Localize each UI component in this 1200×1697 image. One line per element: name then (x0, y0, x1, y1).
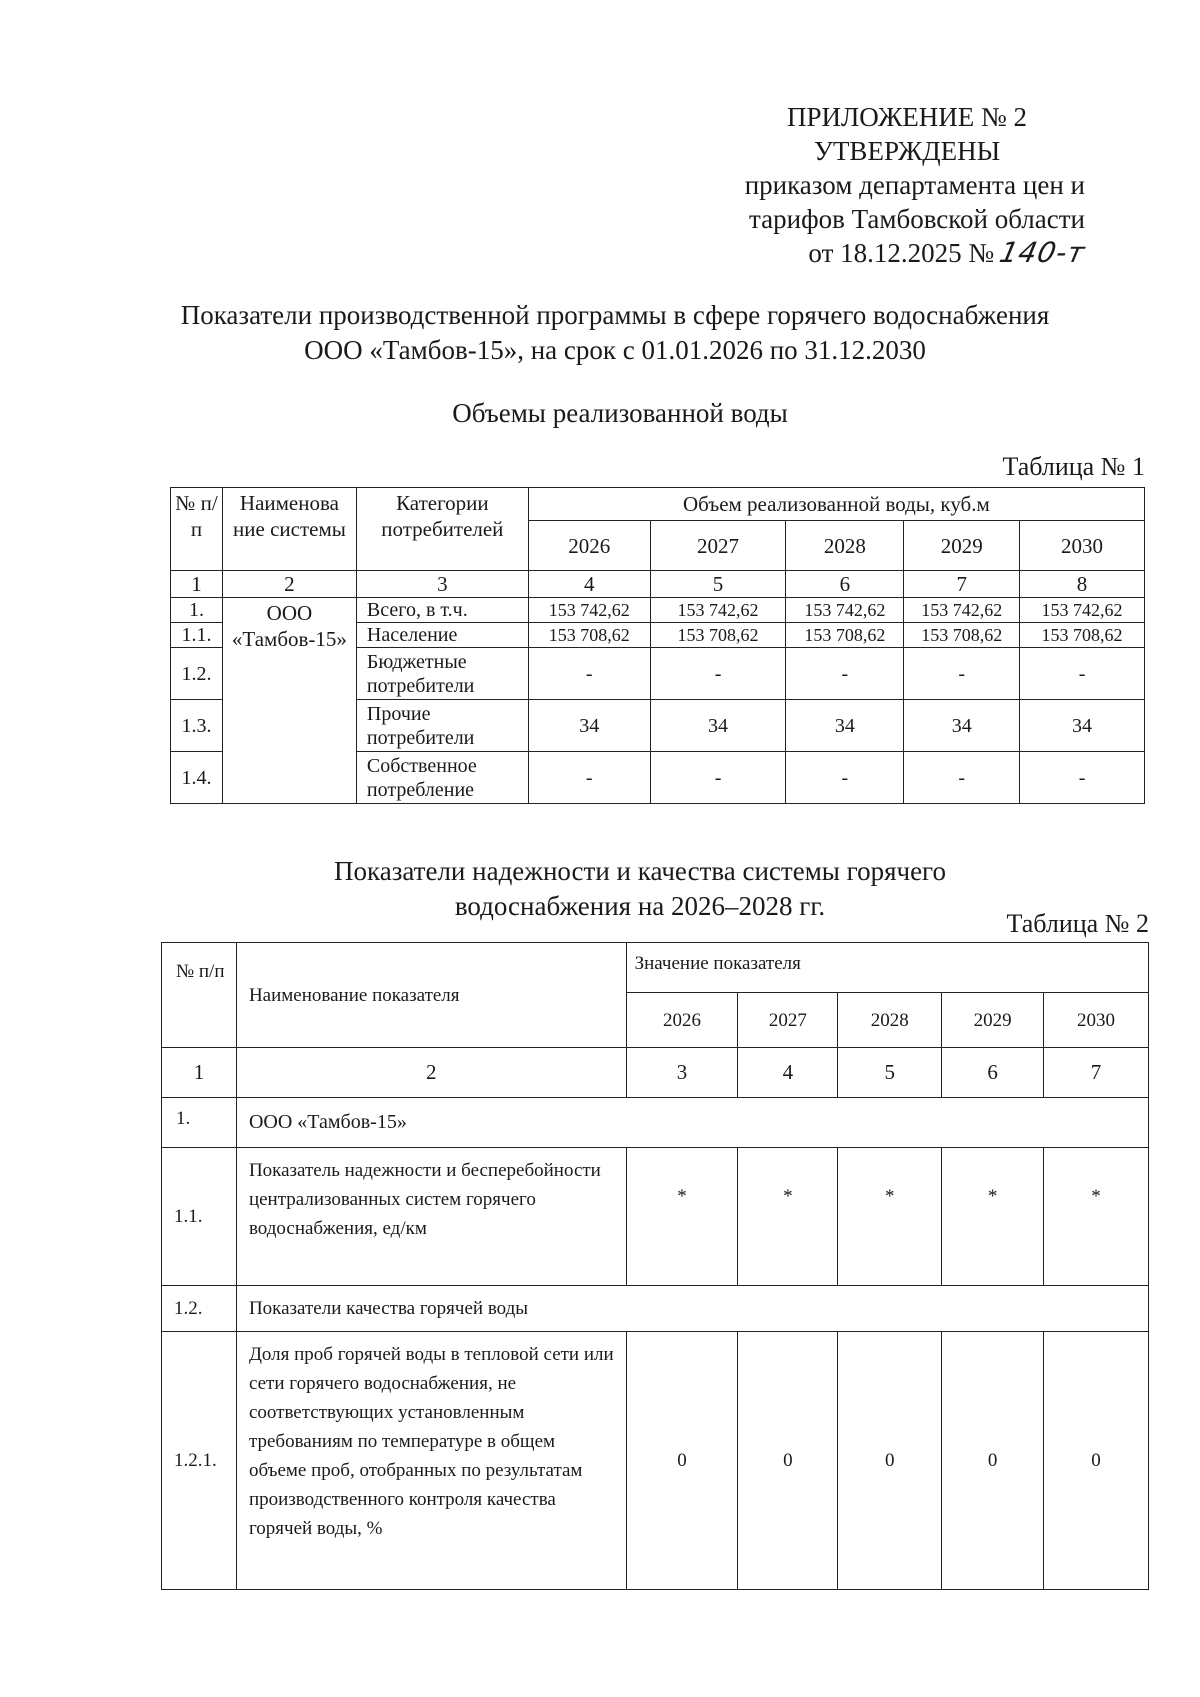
header-indicator-value: Значение показателя (626, 943, 1148, 993)
document-title (150, 298, 1080, 368)
header-year: 2027 (738, 993, 838, 1048)
row-number: 1.3. (171, 700, 223, 752)
indicator-value: 0 (838, 1332, 942, 1590)
header-category: Категории потребителей (356, 488, 528, 571)
row-number: 1.2. (162, 1286, 237, 1332)
consumer-category: Бюджетные потребители (356, 648, 528, 700)
row-number: 1. (171, 598, 223, 623)
indicator-value: * (1044, 1148, 1149, 1286)
table-1-label: Таблица № 1 (1002, 452, 1145, 481)
column-number: 6 (786, 571, 904, 598)
volume-value: 34 (904, 700, 1020, 752)
table-row (171, 598, 1145, 623)
header-num: № п/п (162, 943, 237, 1048)
organization-name: ООО «Тамбов-15» (236, 1098, 1148, 1148)
order-line-1: приказом департамента цен и (744, 170, 1085, 200)
header-volume: Объем реализованной воды, куб.м (528, 488, 1144, 521)
volume-value: 153 708,62 (1020, 623, 1145, 648)
column-number: 2 (222, 571, 356, 598)
volume-value: - (650, 752, 786, 804)
approved-label: УТВЕРЖДЕНЫ (813, 136, 1001, 166)
row-number: 1.1. (162, 1148, 237, 1286)
column-number: 1 (171, 571, 223, 598)
volume-value: - (786, 752, 904, 804)
indicator-group-name: Показатели качества горячей воды (236, 1286, 1148, 1332)
volume-value: 153 742,62 (904, 598, 1020, 623)
column-number: 3 (356, 571, 528, 598)
column-number: 7 (904, 571, 1020, 598)
indicator-value: 0 (738, 1332, 838, 1590)
header-year: 2028 (838, 993, 942, 1048)
header-year: 2026 (528, 521, 650, 571)
section-2-title-line-1: Показатели надежности и качества системы горячего (334, 856, 946, 886)
volume-value: 34 (1020, 700, 1145, 752)
volume-value: 34 (528, 700, 650, 752)
header-year: 2027 (650, 521, 786, 571)
column-number: 4 (528, 571, 650, 598)
header-num: № п/п (171, 488, 223, 571)
header-system: Наименова ние системы (222, 488, 356, 571)
volume-value: 34 (786, 700, 904, 752)
row-number: 1.4. (171, 752, 223, 804)
header-indicator-name: Наименование показателя (236, 943, 626, 1048)
handwritten-order-number: 140-т (996, 236, 1089, 269)
volume-value: 153 708,62 (650, 623, 786, 648)
row-number: 1.2. (171, 648, 223, 700)
volume-value: 34 (650, 700, 786, 752)
table-row (162, 1098, 1149, 1148)
indicator-value: 0 (942, 1332, 1044, 1590)
table-row (162, 1148, 1149, 1286)
indicator-name: Показатель надежности и бесперебойности централизованных систем горячего водоснабжения, ед/км (236, 1148, 626, 1286)
column-number: 5 (650, 571, 786, 598)
volume-value: - (904, 648, 1020, 700)
section-2-title-line-2: водоснабжения на 2026–2028 гг. (454, 891, 826, 921)
volume-value: 153 742,62 (650, 598, 786, 623)
indicator-value: * (942, 1148, 1044, 1286)
row-number: 1.1. (171, 623, 223, 648)
table-1-header-row-1 (171, 488, 1145, 521)
column-number: 8 (1020, 571, 1145, 598)
volume-value: 153 708,62 (904, 623, 1020, 648)
header-year: 2030 (1020, 521, 1145, 571)
column-number: 3 (626, 1048, 738, 1098)
indicator-value: 0 (626, 1332, 738, 1590)
volume-value: 153 708,62 (528, 623, 650, 648)
order-date-line (700, 236, 1089, 270)
volume-value: 153 708,62 (786, 623, 904, 648)
table-row (162, 1286, 1149, 1332)
volume-value: 153 742,62 (786, 598, 904, 623)
row-number: 1.2.1. (162, 1332, 237, 1590)
indicator-value: * (626, 1148, 738, 1286)
table-2-header-row-1 (162, 943, 1149, 993)
table-2-label: Таблица № 2 (1006, 909, 1149, 938)
order-line-2: тарифов Тамбовской области (749, 204, 1085, 234)
column-number: 2 (236, 1048, 626, 1098)
table-2-column-numbers (162, 1048, 1149, 1098)
volume-value: - (528, 752, 650, 804)
order-date: от 18.12.2025 № (808, 238, 995, 268)
row-number: 1. (162, 1098, 237, 1148)
column-number: 6 (942, 1048, 1044, 1098)
header-year: 2029 (942, 993, 1044, 1048)
column-number: 1 (162, 1048, 237, 1098)
section-1-title: Объемы реализованной воды (452, 398, 788, 428)
volume-value: 153 742,62 (528, 598, 650, 623)
header-year: 2028 (786, 521, 904, 571)
system-name: ООО «Тамбов-15» (222, 598, 356, 804)
header-year: 2026 (626, 993, 738, 1048)
header-year: 2030 (1044, 993, 1149, 1048)
consumer-category: Всего, в т.ч. (356, 598, 528, 623)
indicator-name: Доля проб горячей воды в тепловой сети или сети горячего водоснабжения, не соответствующих установленным требованиям по температуре в общем объеме проб, отобранных по результатам производственного контроля качества горячей воды, % (236, 1332, 626, 1590)
document-title-line-1: Показатели производственной программы в сфере горячего водоснабжения (180, 300, 1050, 330)
consumer-category: Прочие потребители (356, 700, 528, 752)
column-number: 4 (738, 1048, 838, 1098)
column-number: 5 (838, 1048, 942, 1098)
volume-value: - (904, 752, 1020, 804)
table-water-volumes (170, 487, 1145, 804)
document-title-line-2: ООО «Тамбов-15», на срок с 01.01.2026 по 31.12.2030 (304, 335, 926, 365)
volume-value: - (528, 648, 650, 700)
approval-block (700, 100, 1100, 270)
indicator-value: * (738, 1148, 838, 1286)
volume-value: - (650, 648, 786, 700)
column-number: 7 (1044, 1048, 1149, 1098)
appendix-number: ПРИЛОЖЕНИЕ № 2 (786, 102, 1028, 132)
table-reliability-quality (161, 942, 1149, 1590)
volume-value: - (1020, 752, 1145, 804)
volume-value: 153 742,62 (1020, 598, 1145, 623)
consumer-category: Собственное потребление (356, 752, 528, 804)
indicator-value: * (838, 1148, 942, 1286)
table-1-column-numbers (171, 571, 1145, 598)
volume-value: - (1020, 648, 1145, 700)
table-row (162, 1332, 1149, 1590)
volume-value: - (786, 648, 904, 700)
header-year: 2029 (904, 521, 1020, 571)
consumer-category: Население (356, 623, 528, 648)
indicator-value: 0 (1044, 1332, 1149, 1590)
